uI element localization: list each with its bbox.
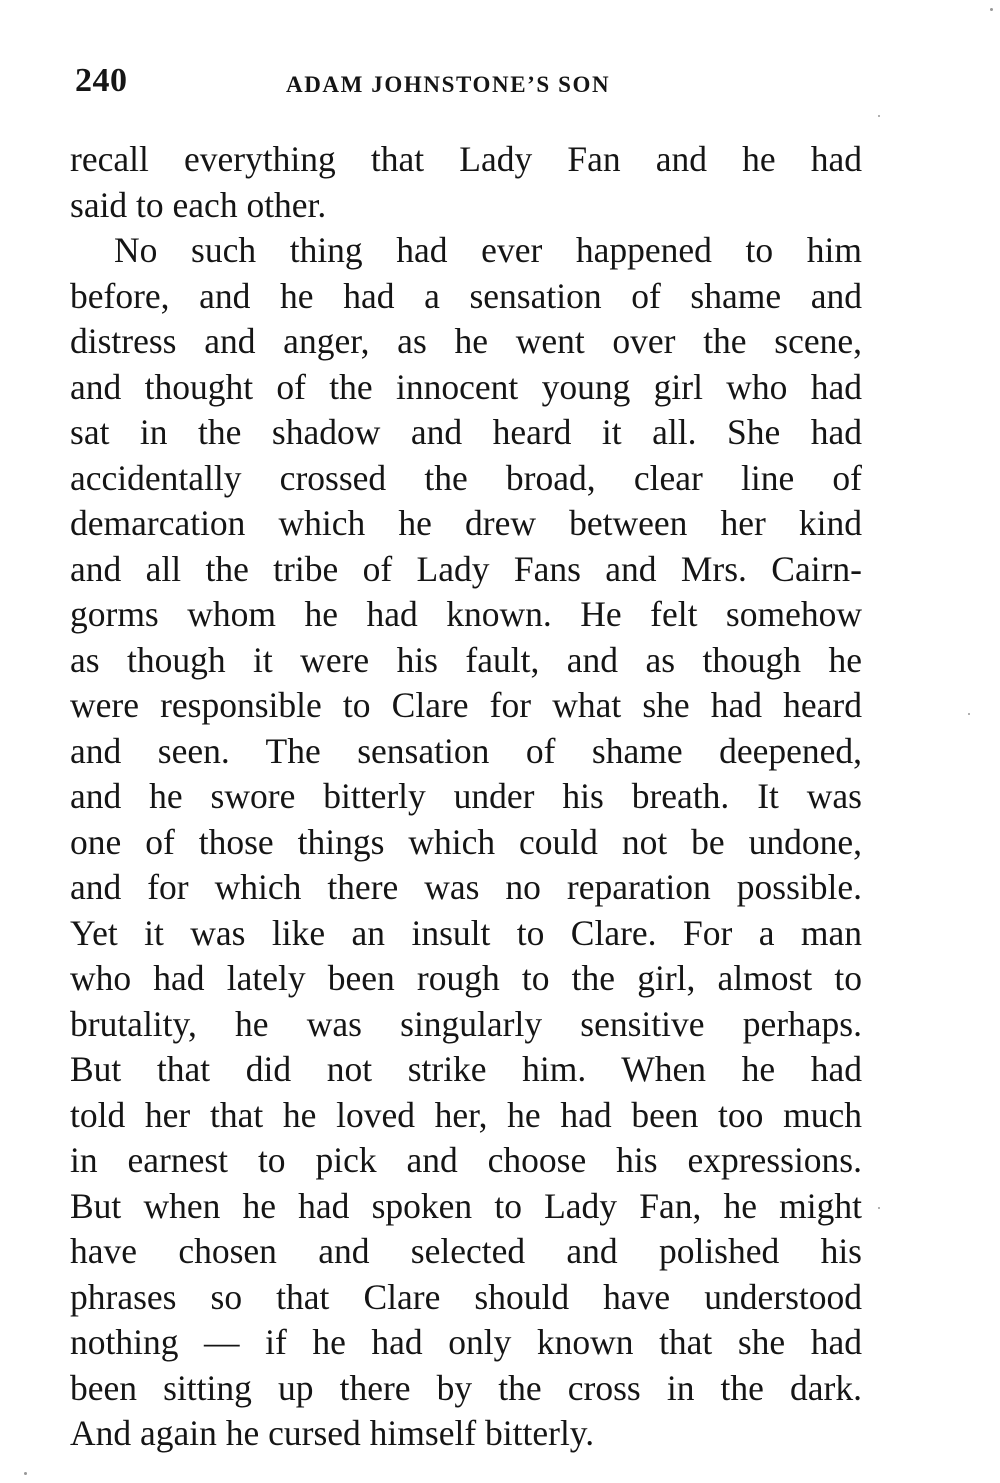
body-text xyxy=(70,137,862,1457)
text-line: one of those things which could not be undone, xyxy=(70,821,862,862)
text-line: before, and he had a sensation of shame and xyxy=(70,275,862,316)
scan-speck xyxy=(878,115,880,117)
text-line: No such thing had ever happened to him xyxy=(114,230,862,270)
text-line: been sitting up there by the cross in the dark. xyxy=(70,1367,862,1408)
running-title: ADAM JOHNSTONE’S SON xyxy=(286,72,611,97)
text-line: But when he had spoken to Lady Fan, he might xyxy=(70,1185,862,1226)
scan-speck xyxy=(968,713,970,715)
text-line: and he swore bitterly under his breath. It was xyxy=(70,776,862,816)
scan-speck xyxy=(24,1472,27,1475)
text-line: were responsible to Clare for what she had heard xyxy=(70,685,862,725)
page-number: 240 xyxy=(75,62,128,99)
text-line: recall everything that Lady Fan and he had xyxy=(70,139,862,179)
text-line: phrases so that Clare should have understood xyxy=(70,1276,862,1317)
paragraph-1 xyxy=(70,137,862,228)
text-line: as though it were his fault, and as though he xyxy=(70,639,862,680)
running-head xyxy=(72,62,862,102)
text-line: have chosen and selected and polished his xyxy=(70,1231,862,1271)
text-line: nothing — if he had only known that she had xyxy=(70,1322,862,1362)
text-line: demarcation which he drew between her kind xyxy=(70,503,862,543)
text-line: said to each other. xyxy=(70,184,327,225)
scan-speck xyxy=(878,1207,880,1209)
text-line: and thought of the innocent young girl who had xyxy=(70,366,862,407)
text-line: who had lately been rough to the girl, almost to xyxy=(70,958,862,998)
text-line: and all the tribe of Lady Fans and Mrs. Cairn- xyxy=(70,548,862,589)
text-line: gorms whom he had known. He felt somehow xyxy=(70,594,862,634)
text-line: distress and anger, as he went over the scene, xyxy=(70,321,862,361)
text-line: told her that he loved her, he had been too much xyxy=(70,1094,862,1135)
text-line: sat in the shadow and heard it all. She had xyxy=(70,412,862,452)
paragraph-2 xyxy=(70,228,862,1457)
text-line: and for which there was no reparation possible. xyxy=(70,867,862,907)
text-line: But that did not strike him. When he had xyxy=(70,1049,862,1089)
text-line: accidentally crossed the broad, clear line of xyxy=(70,457,862,498)
text-line: Yet it was like an insult to Clare. For a man xyxy=(70,912,862,953)
text-line: And again he cursed himself bitterly. xyxy=(70,1413,595,1453)
text-line: in earnest to pick and choose his expressions. xyxy=(70,1140,862,1180)
text-line: brutality, he was singularly sensitive perhaps. xyxy=(70,1003,862,1044)
text-line: and seen. The sensation of shame deepened, xyxy=(70,730,862,771)
scan-speck xyxy=(990,8,993,11)
